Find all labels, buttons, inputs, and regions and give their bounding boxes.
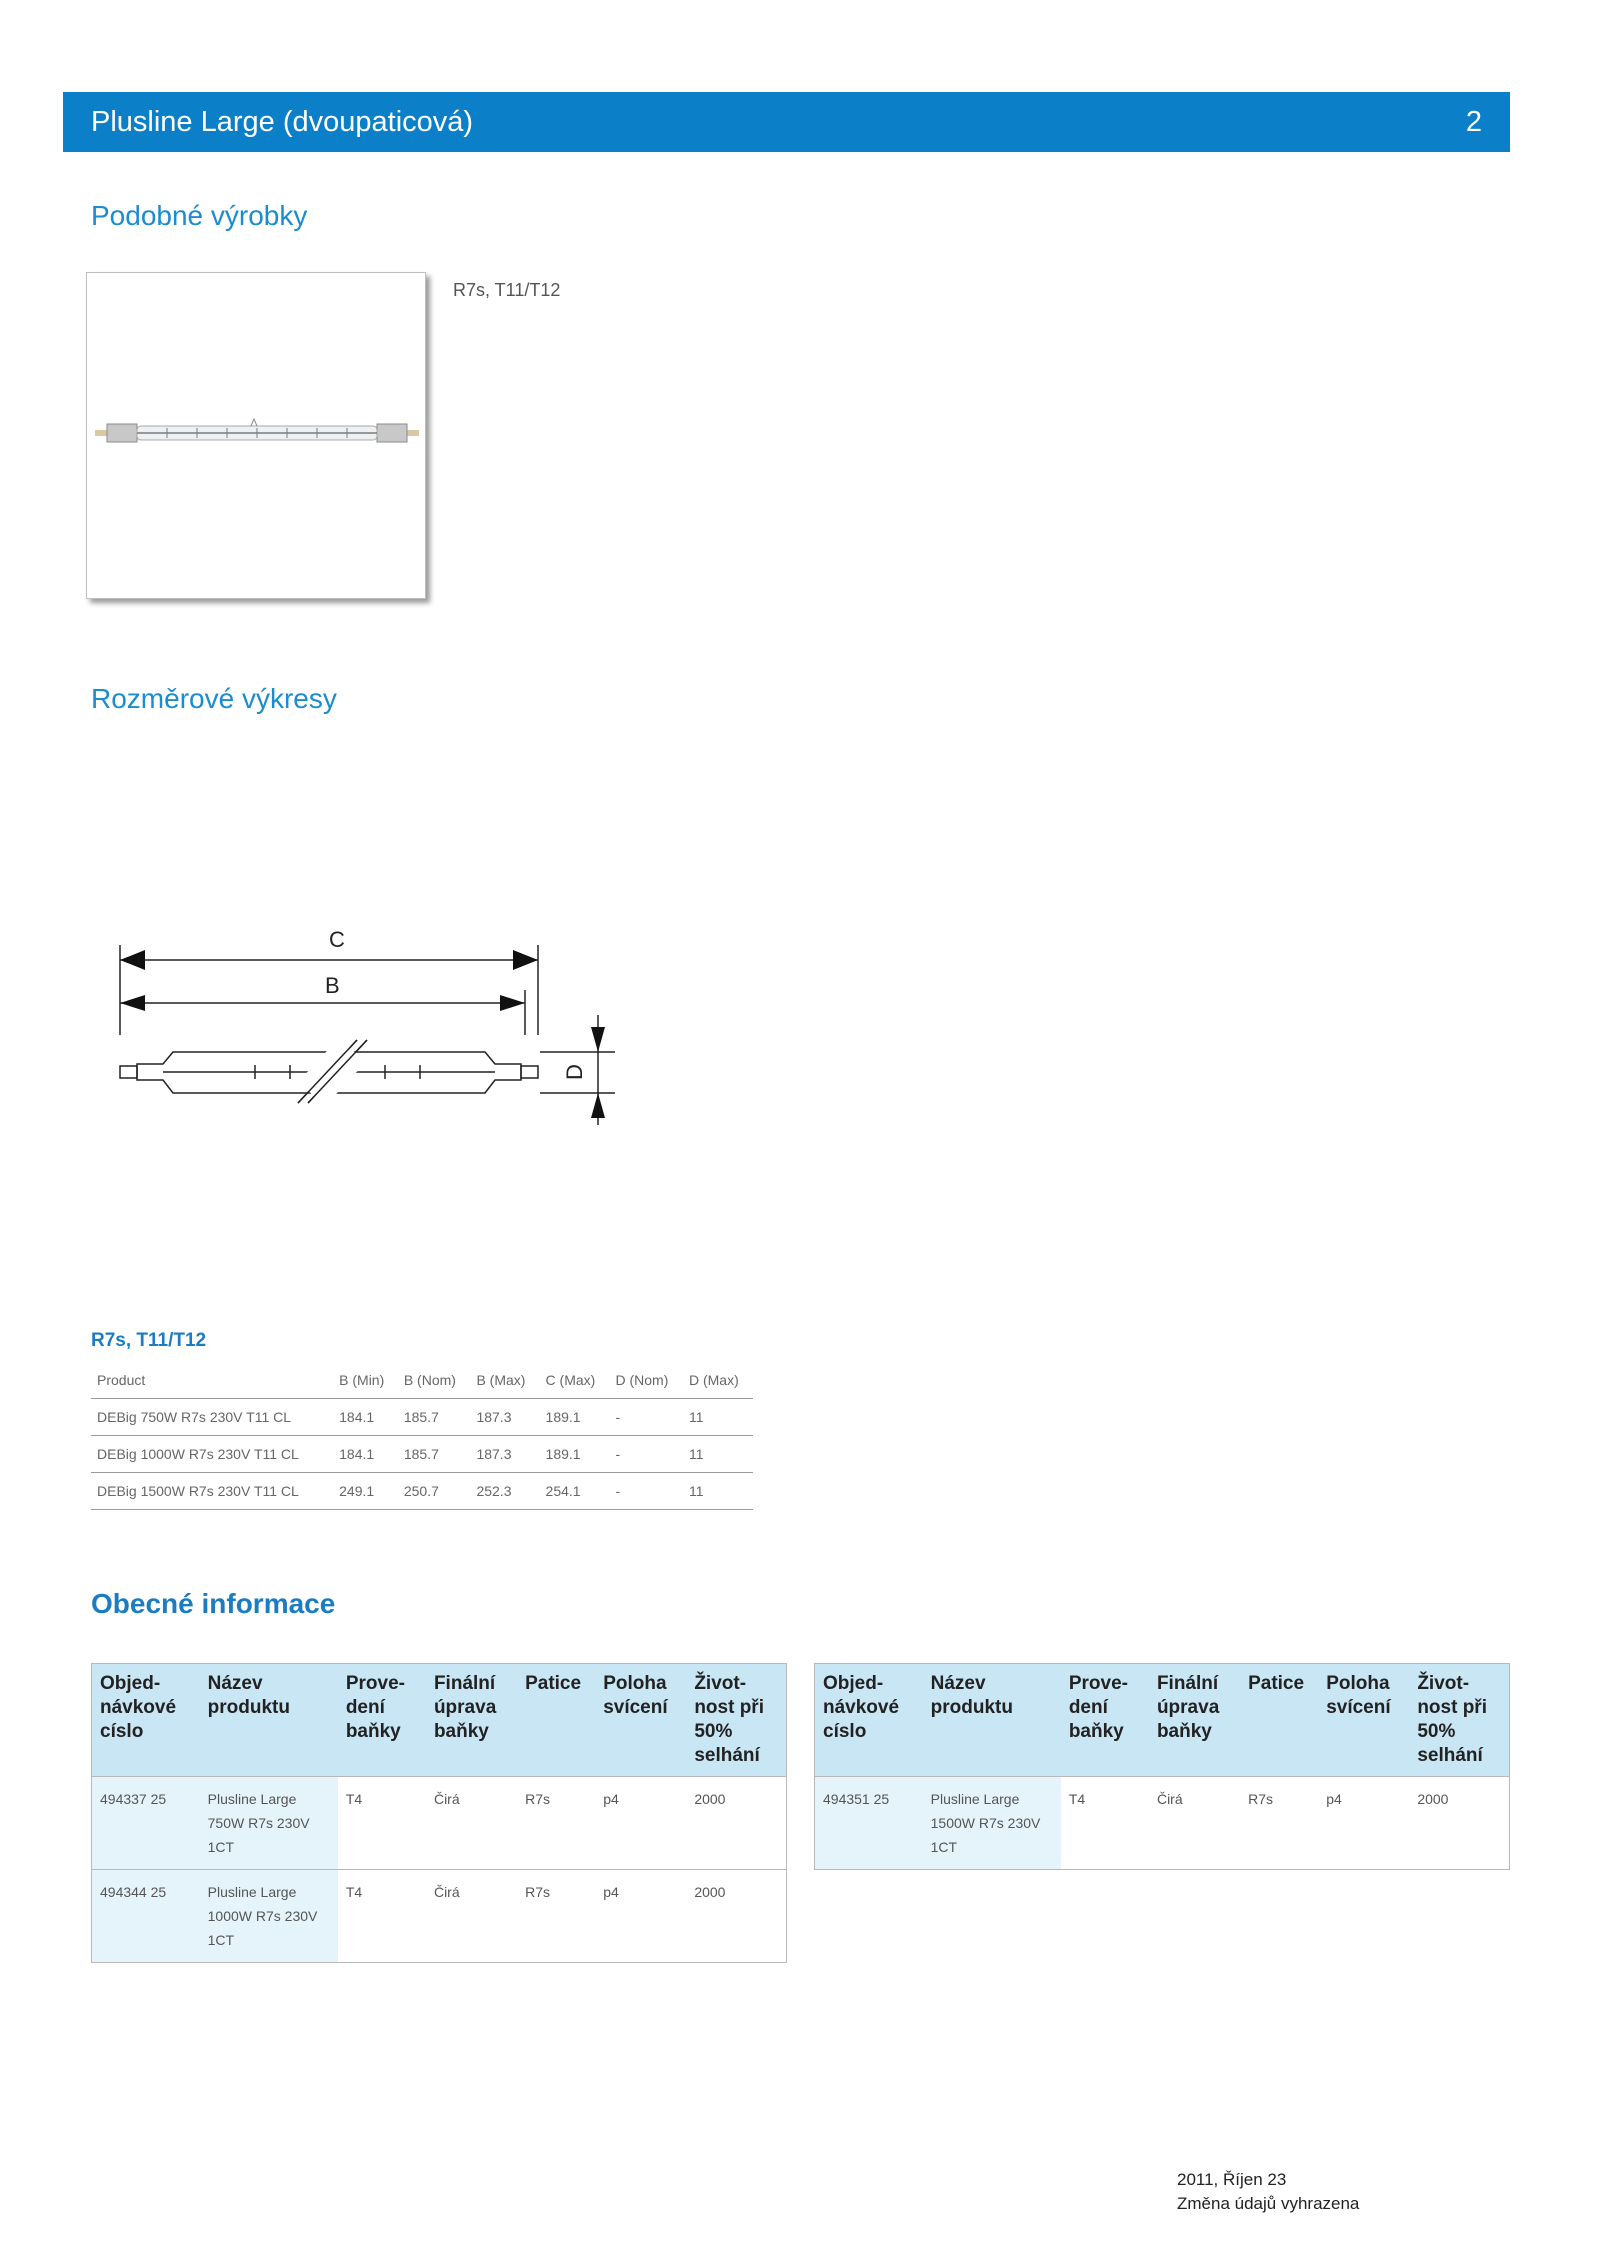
- table-cell: 250.7: [398, 1473, 471, 1510]
- table-row: [92, 1777, 787, 1870]
- table-cell: DEBig 750W R7s 230V T11 CL: [91, 1399, 333, 1436]
- table-cell: T4: [1061, 1777, 1149, 1870]
- dimensions-table: [91, 1362, 753, 1510]
- table-cell: Čirá: [426, 1870, 517, 1963]
- dimension-label-d: D: [562, 1064, 587, 1080]
- header-title: Plusline Large (dvoupaticová): [91, 105, 474, 138]
- table-cell: 254.1: [540, 1473, 610, 1510]
- page-number: 2: [1465, 105, 1482, 138]
- table-cell: 11: [683, 1473, 753, 1510]
- table-cell: p4: [595, 1870, 686, 1963]
- footer-note: Změna údajů vyhrazena: [1177, 2194, 1360, 2213]
- table-cell: p4: [595, 1777, 686, 1870]
- dimension-drawing: [115, 915, 635, 1135]
- photo-caption: R7s, T11/T12: [453, 280, 561, 300]
- column-header: Patice: [1240, 1664, 1318, 1777]
- column-header: Objed- návkové císlo: [92, 1664, 200, 1777]
- table-row: [91, 1436, 753, 1473]
- table-row: [91, 1399, 753, 1436]
- table-cell: DEBig 1000W R7s 230V T11 CL: [91, 1436, 333, 1473]
- column-header: Život- nost při 50% selhání: [686, 1664, 786, 1777]
- general-info-title: Obecné informace: [91, 1588, 336, 1619]
- table-row: [92, 1870, 787, 1963]
- column-header: Prove- dení baňky: [338, 1664, 426, 1777]
- table-cell: 249.1: [333, 1473, 398, 1510]
- product-name-cell: Plusline Large 1500W R7s 230V 1CT: [923, 1777, 1061, 1870]
- page-header: [63, 92, 1510, 152]
- table-cell: -: [610, 1399, 683, 1436]
- footer-date: 2011, Říjen 23: [1177, 2170, 1287, 2189]
- table-cell: R7s: [1240, 1777, 1318, 1870]
- table-header-row: [815, 1664, 1510, 1777]
- table-cell: 184.1: [333, 1399, 398, 1436]
- column-header: B (Min): [339, 1372, 385, 1388]
- table-cell: 187.3: [470, 1436, 539, 1473]
- column-header: B (Max): [476, 1372, 526, 1388]
- table-cell: 11: [683, 1436, 753, 1473]
- column-header: Poloha svícení: [1318, 1664, 1409, 1777]
- table-row: [91, 1473, 753, 1510]
- table-cell: DEBig 1500W R7s 230V T11 CL: [91, 1473, 333, 1510]
- column-header: Poloha svícení: [595, 1664, 686, 1777]
- column-header: Finální úprava baňky: [426, 1664, 517, 1777]
- table-cell: 184.1: [333, 1436, 398, 1473]
- table-cell: 2000: [686, 1777, 786, 1870]
- order-number-cell: 494351 25: [815, 1777, 923, 1870]
- general-info-table-left: [91, 1663, 787, 1963]
- spec-table-title: R7s, T11/T12: [91, 1330, 207, 1351]
- table-cell: 187.3: [470, 1399, 539, 1436]
- column-header: Název produktu: [923, 1664, 1061, 1777]
- table-cell: T4: [338, 1777, 426, 1870]
- order-number-cell: 494344 25: [92, 1870, 200, 1963]
- table-cell: 185.7: [398, 1399, 471, 1436]
- column-header: Objed- návkové císlo: [815, 1664, 923, 1777]
- table-cell: Čirá: [1149, 1777, 1240, 1870]
- product-photo: [86, 272, 426, 599]
- halogen-lamp-image: [87, 273, 425, 598]
- order-number-cell: 494337 25: [92, 1777, 200, 1870]
- table-cell: 185.7: [398, 1436, 471, 1473]
- column-header: Název produktu: [200, 1664, 338, 1777]
- table-cell: 252.3: [470, 1473, 539, 1510]
- column-header: Život- nost při 50% selhání: [1409, 1664, 1509, 1777]
- table-cell: 189.1: [540, 1399, 610, 1436]
- general-info-table-right: [814, 1663, 1510, 1870]
- table-cell: 189.1: [540, 1436, 610, 1473]
- table-cell: T4: [338, 1870, 426, 1963]
- table-cell: R7s: [517, 1777, 595, 1870]
- column-header: D (Nom): [615, 1372, 669, 1388]
- dimension-drawings-title: Rozměrové výkresy: [91, 683, 337, 714]
- table-cell: p4: [1318, 1777, 1409, 1870]
- column-header: Prove- dení baňky: [1061, 1664, 1149, 1777]
- table-cell: Čirá: [426, 1777, 517, 1870]
- column-header: Patice: [517, 1664, 595, 1777]
- product-name-cell: Plusline Large 750W R7s 230V 1CT: [200, 1777, 338, 1870]
- table-cell: 2000: [1409, 1777, 1509, 1870]
- dimension-label-b: B: [325, 973, 340, 998]
- column-header: C (Max): [545, 1372, 596, 1388]
- table-cell: 11: [683, 1399, 753, 1436]
- column-header: Finální úprava baňky: [1149, 1664, 1240, 1777]
- table-header-row: [91, 1362, 753, 1399]
- column-header: D (Max): [688, 1372, 739, 1388]
- table-cell: -: [610, 1436, 683, 1473]
- product-name-cell: Plusline Large 1000W R7s 230V 1CT: [200, 1870, 338, 1963]
- similar-products-title: Podobné výrobky: [91, 200, 308, 231]
- table-header-row: [92, 1664, 787, 1777]
- table-cell: 2000: [686, 1870, 786, 1963]
- table-cell: -: [610, 1473, 683, 1510]
- column-header: B (Nom): [403, 1372, 456, 1388]
- page-footer: [1177, 2168, 1359, 2216]
- table-row: [815, 1777, 1510, 1870]
- table-cell: R7s: [517, 1870, 595, 1963]
- dimension-label-c: C: [329, 927, 345, 952]
- column-header: Product: [97, 1372, 146, 1388]
